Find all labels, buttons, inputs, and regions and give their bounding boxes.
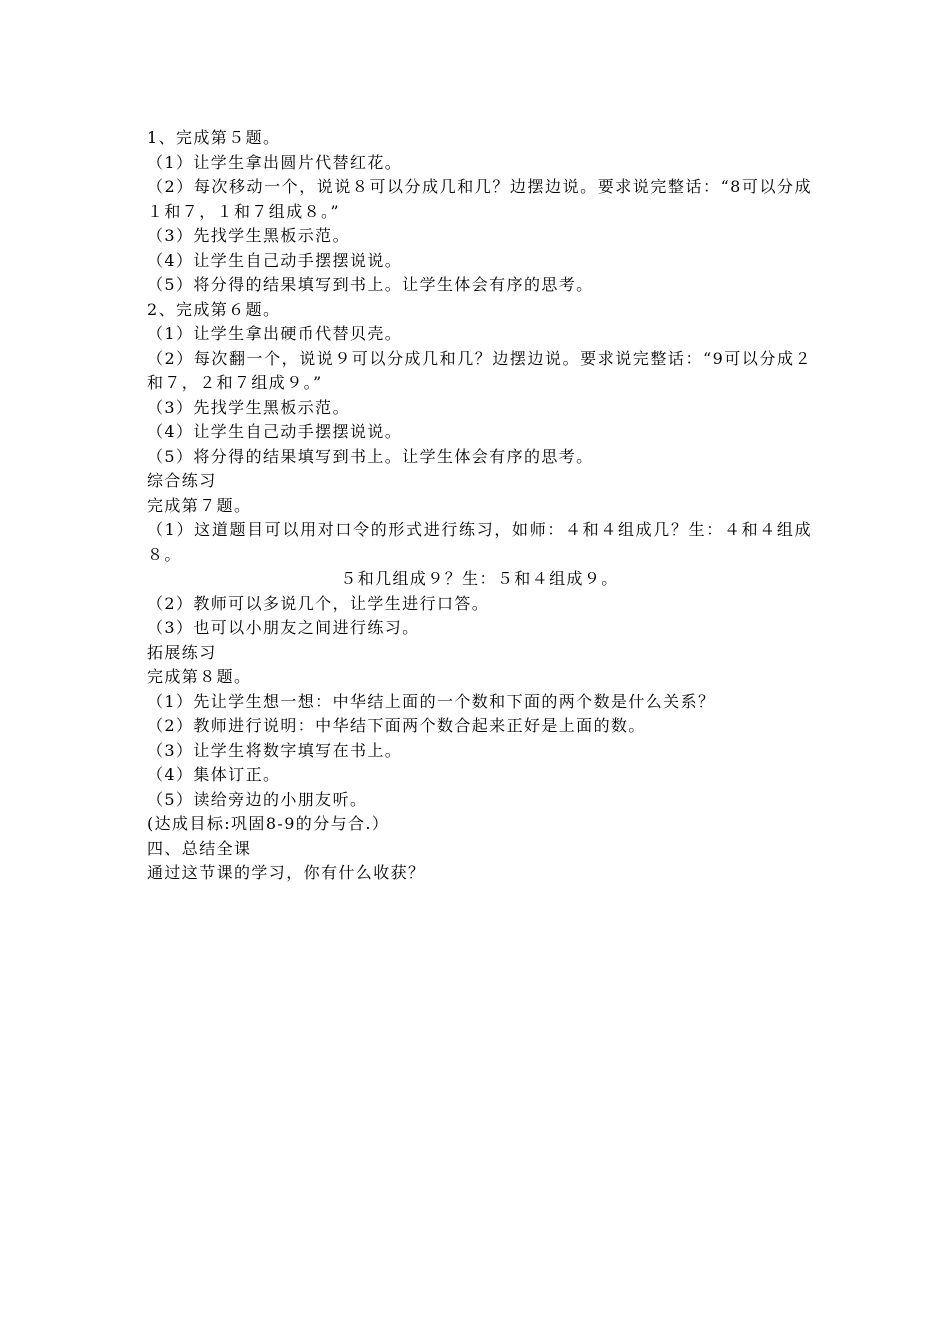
step-3: （3）先找学生黑板示范。 — [147, 226, 350, 245]
document-body — [147, 126, 812, 886]
step-5: （5）读给旁边的小朋友听。 — [147, 789, 368, 809]
section-heading-summary: 四、总结全课 — [147, 838, 252, 858]
step-3: （3）让学生将数字填写在书上。 — [147, 740, 403, 760]
summary-question: 通过这节课的学习，你有什么收获？ — [147, 863, 426, 882]
heading-exercise-5: 1、完成第５题。 — [147, 128, 281, 147]
heading-exercise-6: 2、完成第６题。 — [147, 299, 281, 319]
step-2: （2）教师可以多说几个，让学生进行口答。 — [147, 593, 490, 613]
section-heading-comprehensive: 综合练习 — [147, 471, 217, 490]
step-4: （4）让学生自己动手摆摆说说。 — [147, 250, 403, 270]
step-2: （2）每次移动一个，说说８可以分成几和几？边摆边说。要求说完整话：“8可以分成１和７，１和７组成８。” — [147, 177, 812, 221]
step-3: （3）也可以小朋友之间进行练习。 — [147, 618, 420, 637]
step-2: （2）每次翻一个，说说９可以分成几和几？边摆边说。要求说完整话：“9可以分成２和７，２和７组成９。” — [147, 348, 812, 392]
heading-exercise-8: 完成第８题。 — [147, 667, 252, 686]
step-1: （1）让学生拿出圆片代替红花。 — [147, 152, 403, 172]
goal-note: (达成目标:巩固8-9的分与合.） — [147, 814, 390, 833]
step-4: （4）让学生自己动手摆摆说说。 — [147, 422, 403, 441]
step-3: （3）先找学生黑板示范。 — [147, 397, 350, 417]
step-1: （1）这道题目可以用对口令的形式进行练习，如师：４和４组成几？生：４和４组成８。 — [147, 520, 812, 564]
step-5: （5）将分得的结果填写到书上。让学生体会有序的思考。 — [147, 275, 594, 294]
heading-exercise-7: 完成第７题。 — [147, 495, 252, 515]
step-1: （1）先让学生想一想：中华结上面的一个数和下面的两个数是什么关系？ — [147, 691, 716, 711]
step-5: （5）将分得的结果填写到书上。让学生体会有序的思考。 — [147, 446, 594, 466]
step-1: （1）让学生拿出硬币代替贝壳。 — [147, 324, 403, 343]
section-heading-extension: 拓展练习 — [147, 642, 217, 662]
step-2: （2）教师进行说明：中华结下面两个数合起来正好是上面的数。 — [147, 716, 646, 735]
step-4: （4）集体订正。 — [147, 765, 281, 784]
dialogue-line: ５和几组成９？生：５和４组成９。 — [340, 569, 619, 588]
